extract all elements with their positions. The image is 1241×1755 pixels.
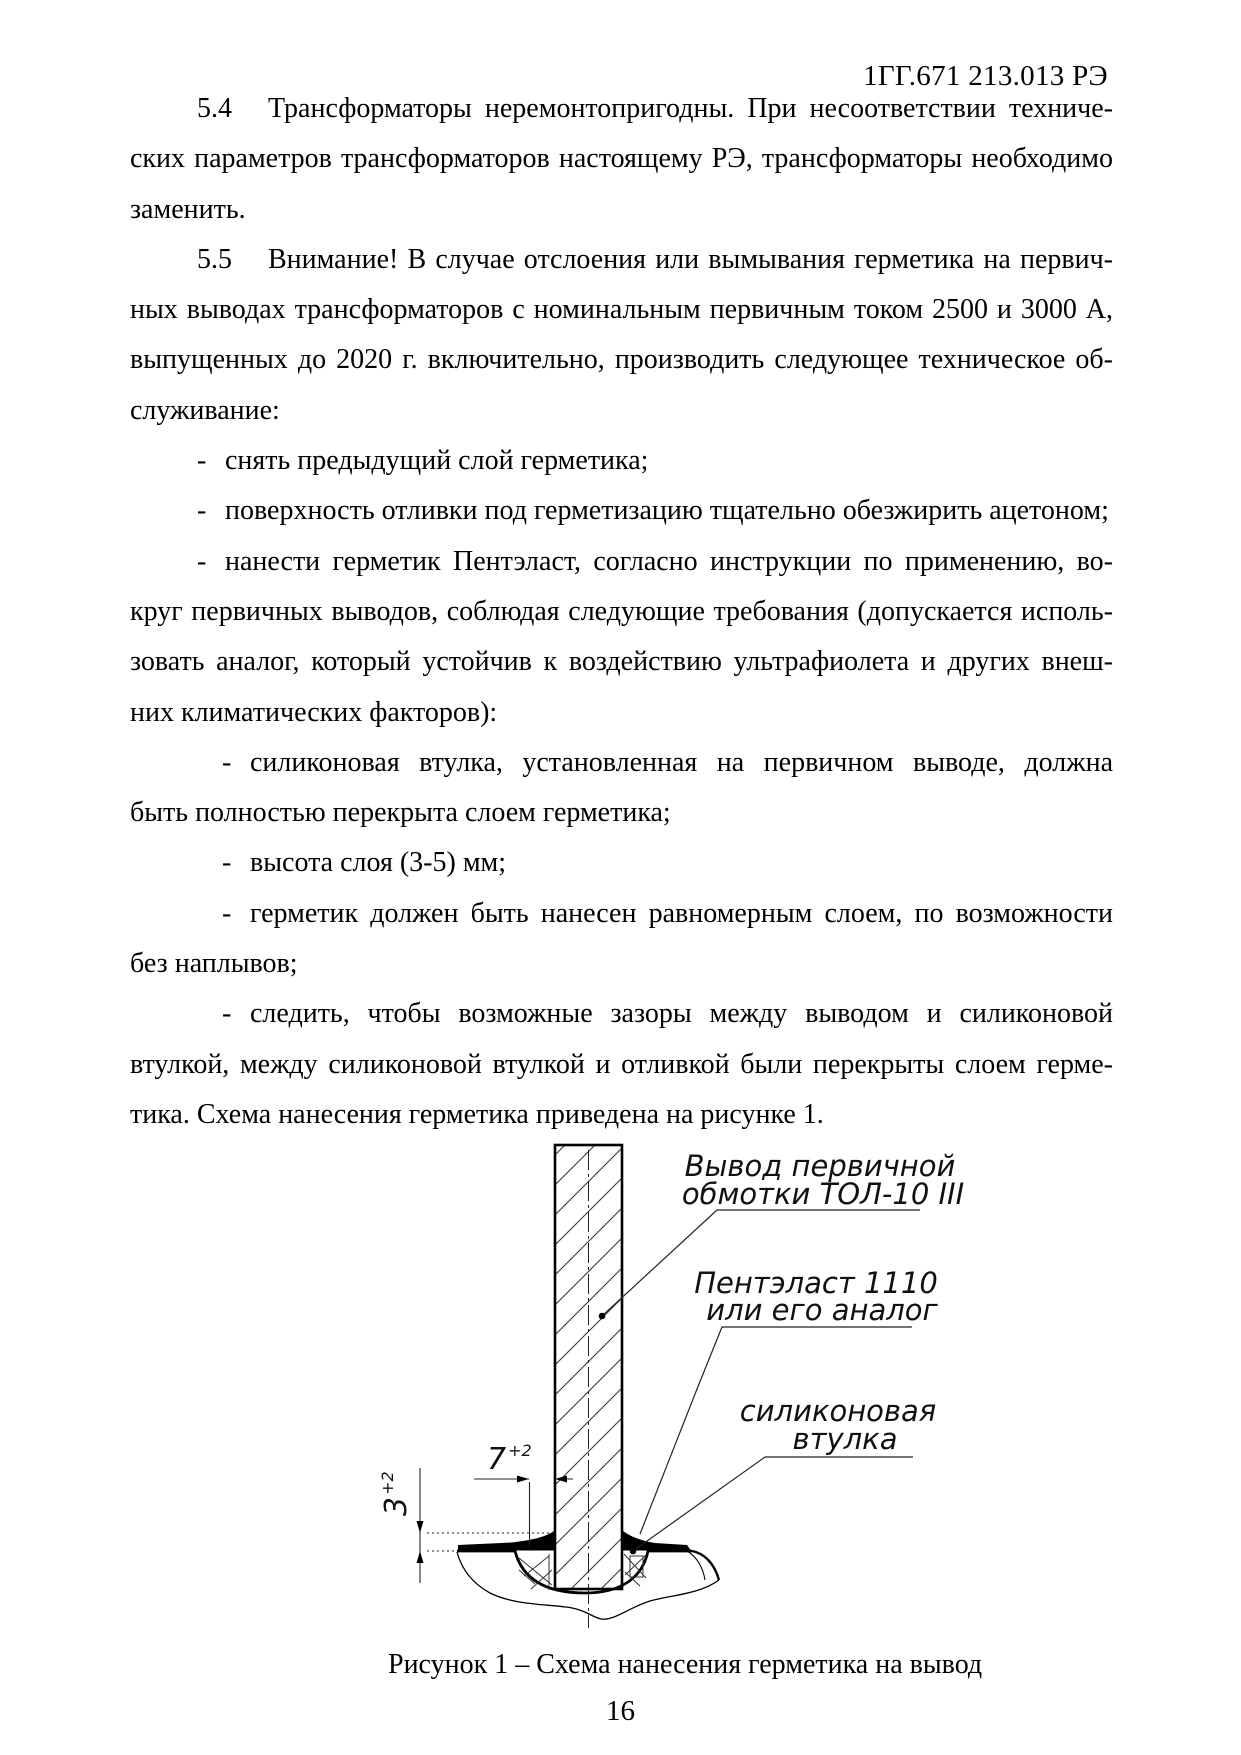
casting-corner-outer [692,1551,719,1580]
list-dash: - [222,847,232,879]
list-dash: - [197,495,207,527]
body-line: тика. Схема нанесения герметика приведена на рисунке 1. [130,1098,824,1130]
list-dash: - [222,998,232,1030]
list-dash: - [222,897,232,929]
doc-number: 1ГГ.671 213.013 РЭ [863,60,1108,92]
paragraph-number: 5.5 [197,243,232,275]
body-line: - нанести герметик Пентэласт, согласно инструкции по применению, во- [130,537,1113,587]
body-line: втулкой, между силиконовой втулкой и отливкой были перекрыты слоем герме- [130,1048,1113,1080]
body-line: 5.5 Внимание! В случае отслоения или вымывания герметика на первич- [130,235,1113,285]
dimension-height [378,1468,554,1583]
body-line: - снять предыдущий слой герметика; [130,436,1113,486]
body-line: 5.4 Трансформаторы неремонтопригодны. При несоответствии техниче- [130,84,1113,134]
figure-caption: Рисунок 1 – Схема нанесения герметика на вывод [388,1649,983,1680]
paragraph-number: 5.4 [197,93,232,124]
body-line: - силиконовая втулка, установленная на первичном выводе, должна [130,738,1113,788]
label-sealant-line1: Пентэласт 1110 [694,1266,938,1300]
body-line: заменить. [130,193,246,225]
body-line: - поверхность отливки под герметизацию тщательно обезжирить ацетоном; [130,486,1113,536]
leader-sleeve [630,1457,913,1554]
list-dash: - [222,746,232,778]
body-line: круг первичных выводов, соблюдая следующие требования (допускается исполь- [130,595,1113,627]
body-line: - высота слоя (3-5) мм; [130,838,1113,888]
body-line: выпущенных до 2020 г. включительно, производить следующее техническое об- [130,344,1113,376]
label-sealant-line2: или его аналог [706,1293,938,1327]
body-line: ных выводах трансформаторов с номинальным первичным током 2500 и 3000 А, [130,294,1113,326]
list-dash: - [197,445,207,477]
page-number: 16 [606,1695,635,1727]
label-terminal-line1: Вывод первичной [684,1149,956,1183]
figure-sealant-scheme [330,1140,1000,1645]
body-line: служивание: [130,394,280,426]
body-line: без наплывов; [130,948,298,980]
label-sleeve-line2: втулка [792,1422,898,1456]
label-sleeve-line1: силиконовая [739,1394,937,1428]
body-line: ских параметров трансформаторов настоящему РЭ, трансформаторы необходимо [130,143,1113,175]
sealant-fillet-right [622,1530,691,1551]
body-line: - герметик должен быть нанесен равномерным слоем, по возможности [130,889,1113,939]
body-line: быть полностью перекрыта слоем герметика; [130,797,671,829]
list-dash: - [197,545,207,577]
body-line: них климатических факторов): [130,696,498,728]
svg-text:7+2: 7 $^{+2}$ [487,1441,532,1477]
svg-text:3+2: $3^{+2}$ [378,1471,414,1516]
body-line: - следить, чтобы возможные зазоры между выводом и силиконовой [130,989,1113,1039]
body-text [130,84,1113,1140]
label-terminal-line2: обмотки ТОЛ-10 III [681,1177,965,1211]
body-line: зовать аналог, который устойчив к воздействию ультрафиолета и других внеш- [130,646,1113,678]
